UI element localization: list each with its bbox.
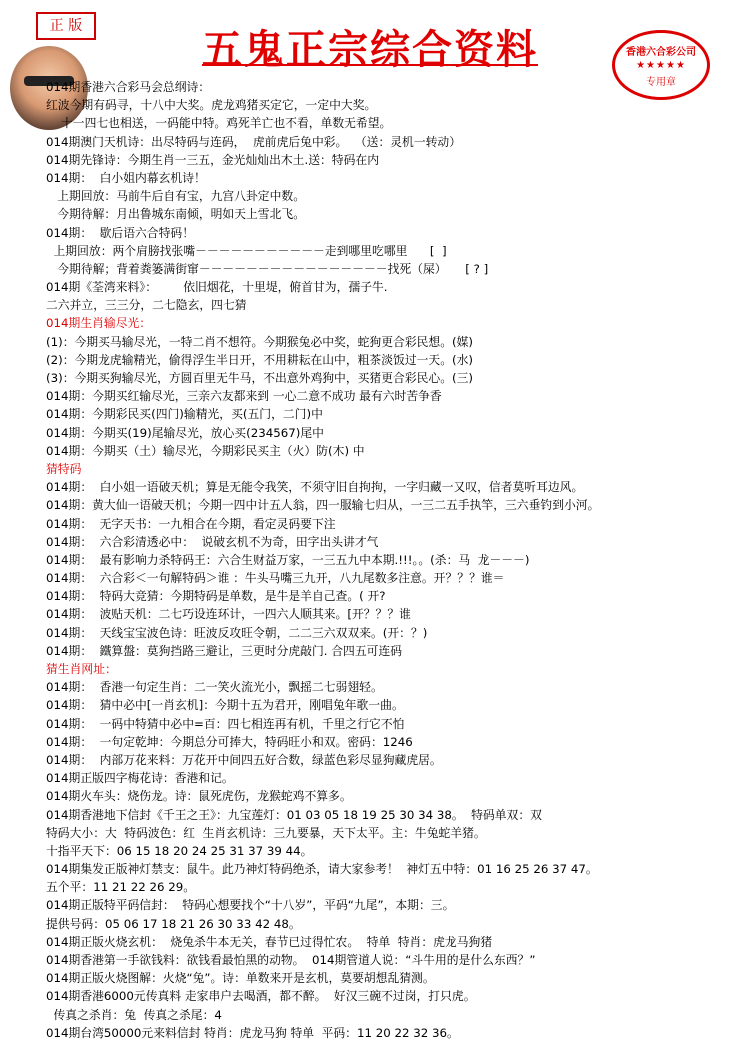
text-line: 014期： 天线宝宝波色诗：旺波反攻旺令朝，二二三六双双来。(开：？) — [46, 625, 428, 640]
text-line: 014期香港6000元传真料 走家串户去喝酒，都不醉。 好汉三碗不过岗，打只虎。 — [46, 989, 476, 1004]
text-line: 014期： 白小姐内幕玄机诗！ — [46, 170, 206, 185]
text-line: 014期： 白小姐一语破天机；算是无能令我笑，不须守旧自拘拘，一字归藏一又叹，信者莫听耳边风。 — [46, 480, 584, 495]
text-line: 014期： 特码大竞猜：今期特码是单数，是牛是羊自己查。( 开? — [46, 589, 386, 604]
text-line: 014期： 香港一句定生肖：二一笑火流光小，飘摇二七弱翅轻。 — [46, 680, 383, 695]
section-heading: 014期生肖输尽光： — [46, 316, 152, 331]
text-line: 014期：黄大仙一语破天机；今期一四中计五人翁，四一服输七归从，一三二五手执竿，三六垂钓到小河。 — [46, 498, 600, 513]
text-line: 上期回放：马前牛后自有宝，九宫八卦定中数。 — [46, 189, 305, 204]
page-title: 五鬼正宗综合资料 — [202, 26, 538, 73]
text-line: 014期： 最有影响力杀特码王：六合生财益万家，一三五九中本期.!!!。。(杀：马 龙－－－) — [46, 552, 530, 567]
text-line: 014期： 鐵算盤：莫狗挡路三避让，三更时分虎敲门. 合四五可连码 — [46, 643, 403, 658]
stamp-stars: ★★★★★ — [636, 60, 686, 71]
text-line: 红波今期有码寻，十八中大奖。虎龙鸡猪买定它，一定中大奖。 — [46, 98, 377, 113]
text-line: 014期香港地下信封《千王之王》：九宝莲灯：01 03 05 18 19 25 30 34 38。 特码单双：双 — [46, 807, 542, 822]
text-line: 014期： 歇后语六合特码！ — [46, 225, 194, 240]
stamp-top-text: 香港六合彩公司 — [626, 47, 696, 58]
text-line: 今期待解；背着粪篓满街窜－－－－－－－－－－－－－－－－找死（屎） [ ? ] — [46, 261, 489, 276]
text-line: 014期香港六合彩马会总纲诗： — [46, 80, 211, 94]
text-line: 014期： 波贴天机：二七巧设连环计，一四六人顺其来。[开？？？谁 — [46, 607, 411, 622]
text-line: 十指平天下：06 15 18 20 24 25 31 37 39 44。 — [46, 843, 313, 858]
text-line: 014期香港第一手欲钱料：欲钱看最怕黑的动物。 014期管道人说：“斗牛用的是什么东西？” — [46, 953, 536, 967]
text-line: 上期回放：两个肩膀找张嘴－－－－－－－－－－－走到哪里吃哪里 [ ] — [46, 243, 447, 258]
text-line: (1)：今期买马输尽光，一特二肖不想符。今期猴兔必中奖，蛇狗更合彩民想。(媒) — [46, 334, 474, 349]
edition-badge: 正 版 — [36, 12, 96, 40]
text-line: 二六并立，三三分，二七隐玄，四七猜 — [46, 298, 247, 313]
text-line: 014期： 一句定乾坤：今期总分可捧大，特码旺小和双。密码：1246 — [46, 734, 413, 749]
text-line: 014期：今期买(19)尾输尽光，放心买(234567)尾中 — [46, 425, 324, 440]
text-line: 014期：今期彩民买(四门)输精光，买(五门，二门)中 — [46, 407, 323, 422]
text-line: 十一四七也相送，一码能中特。鸡死羊亡也不看，单数无希望。 — [46, 116, 392, 131]
text-line: 传真之杀肖：兔 传真之杀尾：4 — [46, 1007, 222, 1022]
text-line: (3)：今期买狗输尽光，方圆百里无牛马，不出意外鸡狗中，买猪更合彩民心。(三) — [46, 371, 474, 385]
text-line: 014期先锋诗：今期生肖一三五，金光灿灿出木土.送：特码在内 — [46, 152, 379, 167]
text-line: 014期正版特平码信封： 特码心想要找个“十八岁”，平码“九尾”，本期：三。 — [46, 898, 455, 913]
document-body — [46, 78, 740, 1042]
text-line: 014期正版火烧玄机： 烧兔杀牛本无关，春节已过得忙农。 特单 特肖：虎龙马狗猪 — [46, 934, 493, 949]
text-line: 014期： 猜中必中[一肖玄机]：今期十五为君开，刚唱兔年歌一曲。 — [46, 698, 404, 713]
text-line: 014期：今期买（土）输尽光，今期彩民买主（火）防(木) 中 — [46, 443, 365, 458]
text-line: 014期： 内部万花来料：万花开中间四五好合数，绿蓝色彩尽显狗藏虎居。 — [46, 752, 442, 767]
text-line: (2)：今期龙虎输精光，偷得浮生半日开，不用耕耘在山中，粗茶淡饭过一天。(水) — [46, 352, 474, 367]
text-line: 特码大小：大 特码波色：红 生肖玄机诗：三九要暴，天下太平。主：牛兔蛇羊猪。 — [46, 825, 486, 840]
text-line: 014期：今期买红输尽光，三亲六友都来到 一心二意不成功 最有六时苦争香 — [46, 389, 442, 404]
text-line: 014期澳门天机诗：出尽特码与连码， 虎前虎后兔中彩。 （送：灵机一转动） — [46, 134, 462, 149]
text-line: 提供号码：05 06 17 18 21 26 30 33 42 48。 — [46, 916, 301, 931]
text-line: 014期： 一码中特猜中必中=百：四七相连再有机，千里之行它不怕 — [46, 716, 405, 731]
section-heading: 猜特码 — [46, 461, 82, 476]
text-line: 014期正版四字梅花诗：香港和记。 — [46, 771, 234, 786]
text-line: 014期： 六合彩＜一句解特码＞谁 ：牛头马嘴三九开，八九尾数多注意。开？？？谁＝ — [46, 571, 505, 586]
text-line: 今期待解：月出鲁城东南倾，明如天上雪北飞。 — [46, 207, 305, 222]
stamp-bottom-text: 专用章 — [646, 77, 676, 88]
text-line: 014期： 无字天书：一九相合在今期，看定灵码要下注 — [46, 516, 336, 531]
text-line: 014期正版火烧图解：火烧“兔”。诗：单数来开是玄机，莫要胡想乱猜测。 — [46, 971, 435, 986]
text-line: 014期《荃湾来料》： 依旧烟花，十里堤，俯首甘为，孺子牛. — [46, 280, 388, 295]
text-line: 五个平：11 21 22 26 29。 — [46, 880, 196, 895]
text-line: 014期： 六合彩清透必中： 说破玄机不为奇，田字出头讲才气 — [46, 534, 379, 549]
text-line: 014期火车头：烧伤龙。诗：鼠死虎伤，龙猴蛇鸡不算多。 — [46, 789, 352, 804]
section-heading: 猜生肖网址： — [46, 662, 117, 676]
text-line: 014期台湾50000元来料信封 特肖：虎龙马狗 特单 平码：11 20 22 32 36。 — [46, 1025, 459, 1040]
text-line: 014期集发正版神灯禁支：鼠牛。此乃神灯特码绝杀，请大家参考！ 神灯五中特：01 16 25 26 37 47。 — [46, 862, 598, 877]
